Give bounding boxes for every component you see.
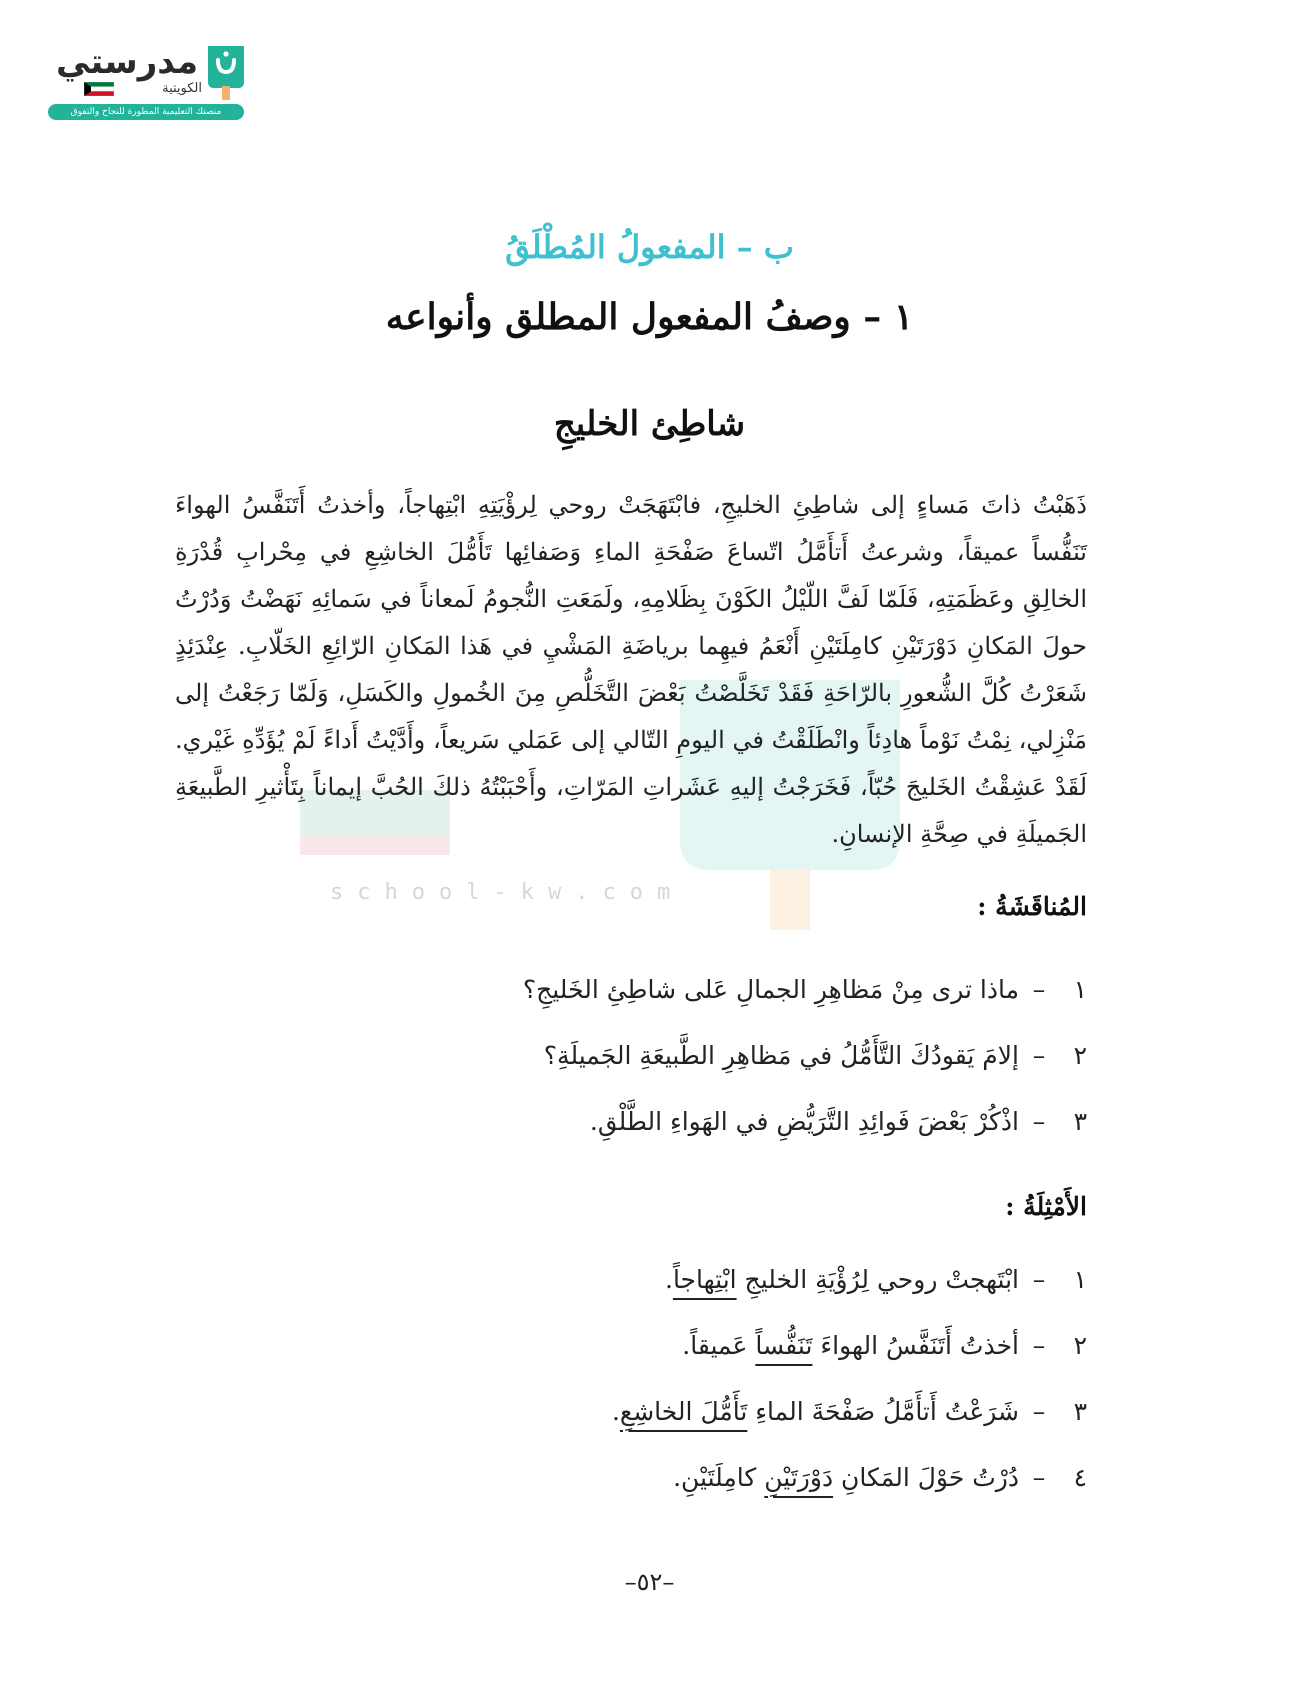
item-number: ٢ bbox=[1073, 1041, 1087, 1070]
example-text-end: كامِلَتَيْنِ. bbox=[673, 1463, 765, 1492]
section-title: ب – المفعولُ المُطْلَقُ bbox=[505, 228, 794, 266]
lesson-title: ١ – وصفُ المفعول المطلق وأنواعه bbox=[385, 296, 914, 338]
example-text-end: . bbox=[664, 1265, 673, 1294]
example-text-end: . bbox=[611, 1397, 620, 1426]
example-text: ابْتَهجتْ روحي لِرُؤْيَةِ الخليجِ bbox=[736, 1265, 1019, 1294]
underlined-term: تَنَفُّساً bbox=[755, 1331, 813, 1360]
list-item: ٣–شَرَعْتُ أَتأَمَّلُ صَفْحَةَ الماءِ تَأَمُّلَ الخاشِعِ. bbox=[327, 1390, 1087, 1456]
underlined-term: ابْتِهاجاً bbox=[672, 1265, 737, 1294]
example-text-end: عَميقاً. bbox=[682, 1331, 756, 1360]
book-bookmark-icon bbox=[204, 42, 248, 100]
logo-subtitle: الكويتية bbox=[162, 81, 202, 96]
item-number: ٢ bbox=[1073, 1331, 1087, 1360]
list-item: ٣–اذْكُرْ بَعْضَ فَوائِدِ التَّرَيُّضِ في الهَواءِ الطَّلْقِ. bbox=[327, 1100, 1087, 1166]
logo-name: مدرستي bbox=[56, 42, 198, 82]
item-number: ٣ bbox=[1073, 1107, 1087, 1136]
example-text: أخذتُ أَتَنَفَّسُ الهواءَ bbox=[812, 1331, 1019, 1360]
item-number: ١ bbox=[1073, 975, 1087, 1004]
underlined-term: دَوْرَتَيْنِ bbox=[764, 1463, 834, 1492]
item-number: ٣ bbox=[1073, 1397, 1087, 1426]
example-text: دُرْتُ حَوْلَ المَكانِ bbox=[833, 1463, 1019, 1492]
question-text: اذْكُرْ بَعْضَ فَوائِدِ التَّرَيُّضِ في الهَواءِ الطَّلْقِ. bbox=[589, 1107, 1019, 1136]
examples-heading: الأَمْثِلَةُ : bbox=[1005, 1192, 1087, 1221]
logo-tagline: منصتك التعليمية المطورة للنجاح والتفوق bbox=[48, 104, 244, 120]
kuwait-flag-icon bbox=[84, 82, 114, 96]
discussion-list bbox=[327, 968, 1087, 1166]
example-text: شَرَعْتُ أَتأَمَّلُ صَفْحَةَ الماءِ bbox=[747, 1397, 1019, 1426]
list-item: ٤–دُرْتُ حَوْلَ المَكانِ دَوْرَتَيْنِ كامِلَتَيْنِ. bbox=[327, 1456, 1087, 1522]
watermark-url: school-kw.com bbox=[330, 880, 685, 905]
list-item: ١–ابْتَهجتْ روحي لِرُؤْيَةِ الخليجِ ابْتِهاجاً. bbox=[327, 1258, 1087, 1324]
list-item: ٢–إلامَ يَقودُكَ التَّأَمُّلُ في مَظاهِرِ الطَّبيعَةِ الجَميلَةِ؟ bbox=[327, 1034, 1087, 1100]
question-text: إلامَ يَقودُكَ التَّأَمُّلُ في مَظاهِرِ الطَّبيعَةِ الجَميلَةِ؟ bbox=[543, 1041, 1019, 1070]
underlined-term: تَأَمُّلَ الخاشِعِ bbox=[619, 1397, 748, 1426]
item-number: ٤ bbox=[1073, 1463, 1087, 1492]
page-number: –٥٢– bbox=[624, 1568, 675, 1596]
passage-title: شاطِئ الخليجِ bbox=[553, 404, 746, 444]
question-text: ماذا ترى مِنْ مَظاهِرِ الجمالِ عَلى شاطِئِ الخَليجِ؟ bbox=[522, 975, 1019, 1004]
item-number: ١ bbox=[1073, 1265, 1087, 1294]
list-item: ٢–أخذتُ أَتَنَفَّسُ الهواءَ تَنَفُّساً عَميقاً. bbox=[327, 1324, 1087, 1390]
reading-passage: ذَهَبْتُ ذاتَ مَساءٍ إلى شاطِئِ الخليجِ، فابْتَهَجَتْ روحي لِرؤْيَتِهِ ابْتِهاجاً، وأخذتُ أَتَنَفَّسُ الهواءَ تَنَفُّساً عميقاً، وشرعتُ أَتأَمَّلُ اتّساعَ صَفْحَةِ الماءِ وَصَفائِها تَأَمُّلَ الخاشِعِ في مِحْرابِ قُدْرَةِ الخالِقِ وعَظَمَتِهِ، فَلَمّا لَفَّ اللّيْلُ الكَوْنَ بِظَلامِهِ، ولَمَعَتِ النُّجومُ لَمعاناً في سَمائِهِ نَهَضْتُ وَدُرْتُ حولَ المَكانِ دَوْرَتَيْنِ كامِلَتَيْنِ أَنْعَمُ فيهِما برياضَةِ المَشْيِ في هَذا المَكانِ الرّائِعِ الخَلّابِ. عِنْدَئِذٍ شَعَرْتُ كُلَّ الشُّعورِ بالرّاحَةِ فَقَدْ تَخَلَّصْتُ بَعْضَ التَّخَلُّصِ مِنَ الخُمولِ والكَسَلِ، وَلَمّا رَجَعْتُ إلى مَنْزِلي، نِمْتُ نَوْماً هادِئاً وانْطَلَقْتُ في اليومِ التّالي إلى عَمَلي سَريعاً، وأَدَّيْتُ أَداءً لَمْ يُؤَدِّهِ غَيْري. لَقَدْ عَشِقْتُ الخَليجَ حُبّاً، فَخَرَجْتُ إليهِ عَشَراتِ المَرّاتِ، وأَحْبَبْتُهُ ذلكَ الحُبَّ إيماناً بِتَأْثيرِ الطَّبيعَةِ الجَميلَةِ في صِحَّةِ الإنسانِ. bbox=[175, 491, 1088, 848]
examples-list bbox=[327, 1258, 1087, 1522]
discussion-heading: المُناقَشَةُ : bbox=[977, 892, 1087, 921]
list-item: ١–ماذا ترى مِنْ مَظاهِرِ الجمالِ عَلى شاطِئِ الخَليجِ؟ bbox=[327, 968, 1087, 1034]
site-logo bbox=[48, 42, 248, 122]
